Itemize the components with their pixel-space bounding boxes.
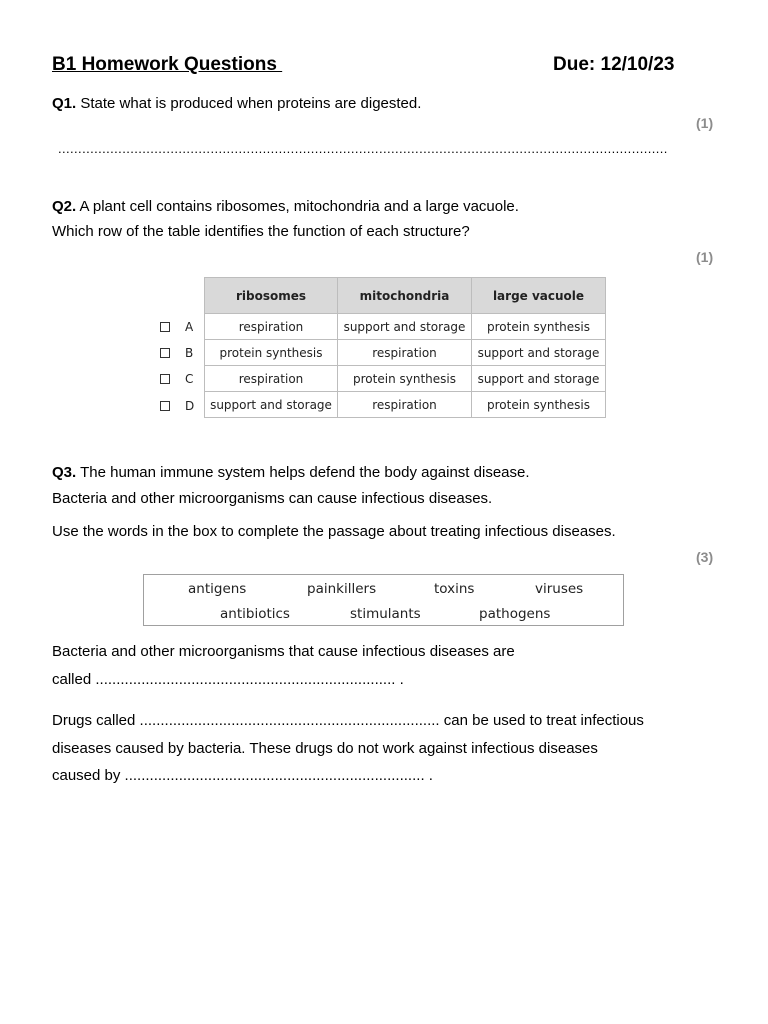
option-d-checkbox[interactable]: [160, 401, 170, 411]
option-d[interactable]: [160, 398, 194, 414]
table-row-c: [205, 366, 606, 392]
table-cell: respiration: [205, 366, 338, 392]
table-cell: respiration: [338, 392, 472, 418]
table-cell: respiration: [205, 314, 338, 340]
option-a-checkbox[interactable]: [160, 322, 170, 332]
word-option: pathogens: [479, 606, 551, 622]
word-option: antigens: [188, 581, 247, 597]
word-option: stimulants: [350, 606, 421, 622]
question-3-text: The human immune system helps defend the body against disease.: [76, 464, 530, 481]
table-cell: protein synthesis: [205, 340, 338, 366]
question-1: [52, 94, 421, 114]
passage-2-line-1: Drugs called ........................................................................ can be used to treat infectious: [52, 712, 644, 729]
question-1-text: State what is produced when proteins are digested.: [76, 95, 422, 112]
question-3-marks: (3): [696, 549, 714, 565]
passage-2-line-2: diseases caused by bacteria. These drugs do not work against infectious diseases: [52, 739, 598, 757]
question-3-instruction: Use the words in the box to complete the passage about treating infectious diseases.: [52, 523, 616, 540]
word-box: [143, 574, 624, 626]
table-cell: protein synthesis: [472, 392, 606, 418]
table-cell: protein synthesis: [472, 314, 606, 340]
table-cell: support and storage: [205, 392, 338, 418]
question-1-answer-line: ........................................................................................................................................................: [58, 141, 668, 156]
passage-1: [52, 638, 515, 693]
due-date: Due: 12/10/23: [553, 54, 675, 75]
question-1-marks: (1): [696, 115, 714, 131]
word-option: viruses: [535, 581, 584, 597]
table-row-b: [205, 340, 606, 366]
question-2-text: A plant cell contains ribosomes, mitochondria and a large vacuole.: [76, 198, 519, 215]
table-cell: respiration: [338, 340, 472, 366]
header-large-vacuole: large vacuole: [472, 278, 606, 314]
word-option: toxins: [434, 581, 475, 597]
option-b-letter: B: [185, 346, 194, 360]
word-option: antibiotics: [220, 606, 290, 622]
option-a-letter: A: [185, 320, 194, 334]
question-2-line-2: Which row of the table identifies the function of each structure?: [52, 223, 470, 240]
table-cell: support and storage: [472, 366, 606, 392]
option-c-checkbox[interactable]: [160, 374, 170, 384]
question-1-number: Q1.: [52, 95, 77, 112]
passage-1-line-2: called ........................................................................ .: [52, 670, 404, 688]
table-cell: support and storage: [472, 340, 606, 366]
option-b[interactable]: [160, 345, 193, 361]
option-d-letter: D: [185, 399, 195, 413]
word-option: painkillers: [307, 581, 377, 597]
header-ribosomes: ribosomes: [205, 278, 338, 314]
table-cell: support and storage: [338, 314, 472, 340]
structure-function-table: [204, 277, 606, 418]
option-c-letter: C: [185, 372, 194, 386]
question-3-line-1: [52, 463, 530, 483]
option-b-checkbox[interactable]: [160, 348, 170, 358]
table-header-row: [205, 278, 606, 314]
passage-1-line-1: Bacteria and other microorganisms that cause infectious diseases are: [52, 643, 515, 660]
table-cell: protein synthesis: [338, 366, 472, 392]
passage-2-line-3: caused by ........................................................................ .: [52, 767, 433, 784]
question-2-number: Q2.: [52, 198, 77, 215]
worksheet-title: B1 Homework Questions: [52, 54, 283, 75]
question-2-line-1: [52, 197, 519, 217]
option-c[interactable]: [160, 371, 193, 387]
question-3-number: Q3.: [52, 464, 77, 481]
question-2-marks: (1): [696, 249, 714, 265]
passage-2: [52, 707, 644, 790]
question-3-line-2: Bacteria and other microorganisms can cause infectious diseases.: [52, 490, 493, 507]
table-row-a: [205, 314, 606, 340]
option-a[interactable]: [160, 319, 193, 335]
header-mitochondria: mitochondria: [338, 278, 472, 314]
table-row-d: [205, 392, 606, 418]
